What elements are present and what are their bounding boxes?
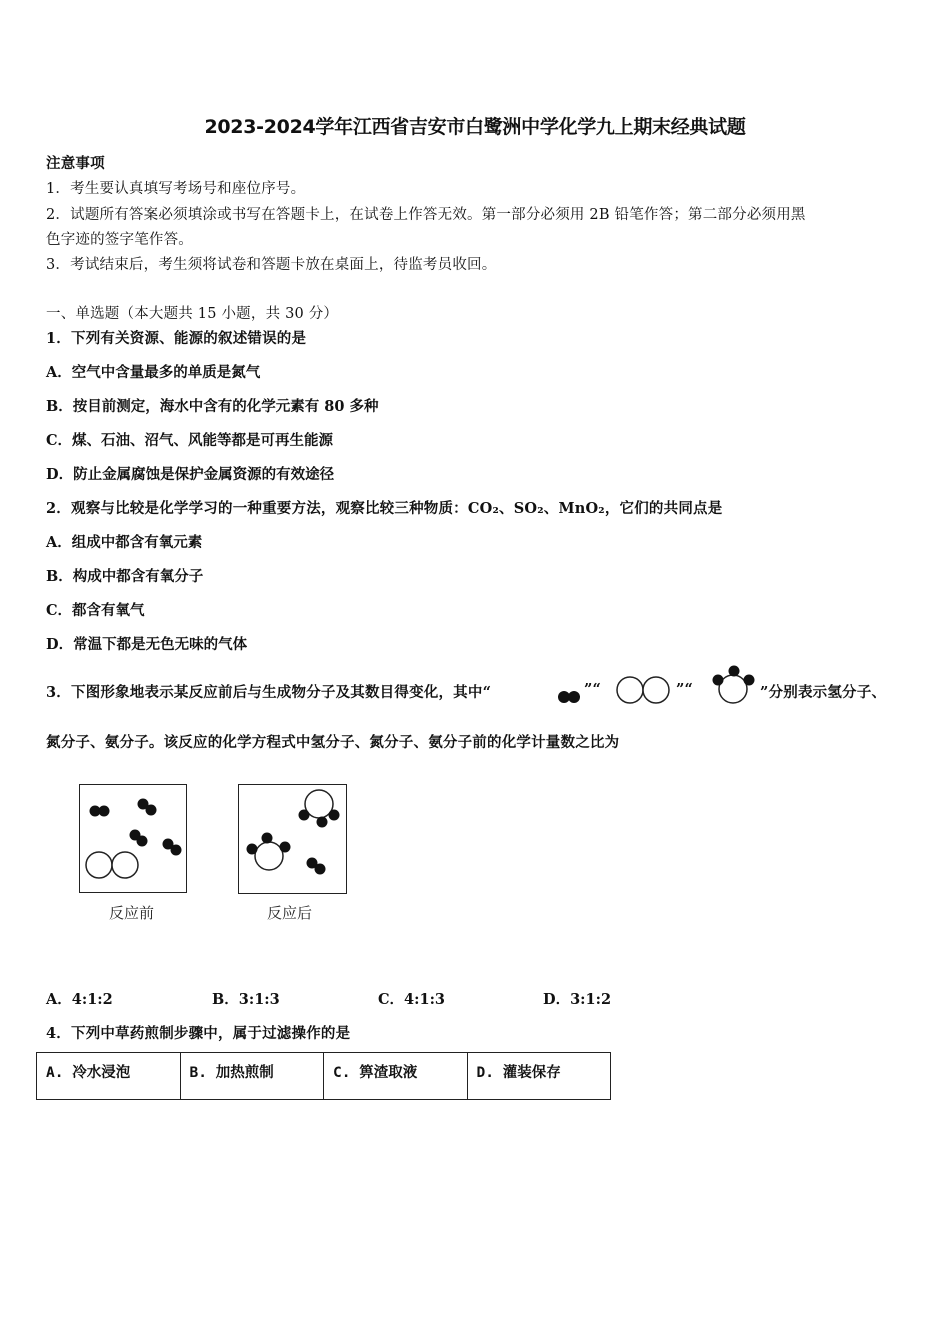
ammonia-molecule-icon [706,662,762,708]
reaction-after-molecules [238,784,347,894]
question-3-stem-part: ”“ [676,681,694,698]
question-3-option-c: C．4:1:3 [378,991,446,1008]
question-4-stem: 4．下列中草药煎制步骤中，属于过滤操作的是 [46,1025,351,1042]
reaction-before-molecules [79,784,187,893]
notice-item: 1．考生要认真填写考场号和座位序号。 [46,181,306,197]
nitrogen-molecule-icon [614,676,674,706]
question-2-option-c: C．都含有氧气 [46,602,145,619]
caption-after: 反应后 [267,904,313,922]
question-1-stem: 1．下列有关资源、能源的叙述错误的是 [46,330,307,347]
notice-item: 3．考试结束后，考生须将试卷和答题卡放在桌面上，待监考员收回。 [46,257,497,273]
notice-heading: 注意事项 [46,155,105,172]
question-3-option-d: D．3:1:2 [543,991,612,1008]
question-3-stem-line2: 氮分子、氨分子。该反应的化学方程式中氢分子、氮分子、氨分子前的化学计量数之比为 [46,734,620,751]
question-4-option-a: A. 冷水浸泡 [37,1053,181,1100]
question-3-option-a: A．4:1:2 [46,991,113,1008]
page-title: 2023-2024学年江西省吉安市白鹭洲中学化学九上期末经典试题 [204,116,746,138]
notice-item: 色字迹的签字笔作答。 [46,232,193,248]
question-1-option-c: C．煤、石油、沼气、风能等都是可再生能源 [46,432,334,449]
question-2-option-d: D．常温下都是无色无味的气体 [46,636,248,653]
section-heading: 一、单选题（本大题共 15 小题，共 30 分） [46,306,339,322]
caption-before: 反应前 [109,904,155,922]
question-4-options-table [36,1052,611,1100]
question-4-option-c: C. 箅渣取液 [324,1053,468,1100]
question-4-option-d: D. 灌装保存 [467,1053,611,1100]
question-4-option-b: B. 加热煎制 [180,1053,324,1100]
question-2-option-b: B．构成中都含有氧分子 [46,568,204,585]
hydrogen-molecule-icon [556,686,584,706]
question-3-stem-part: ”分别表示氢分子、 [760,684,887,701]
question-1-option-a: A．空气中含量最多的单质是氮气 [46,364,261,381]
question-1-option-b: B．按目前测定，海水中含有的化学元素有 80 多种 [46,398,379,415]
question-3-option-b: B．3:1:3 [212,991,280,1008]
notice-item: 2．试题所有答案必须填涂或书写在答题卡上，在试卷上作答无效。第一部分必须用 2B 铅笔作答；第二部分必须用黑 [46,207,806,223]
question-2-option-a: A．组成中都含有氧元素 [46,534,203,551]
question-3-stem-part: 3．下图形象地表示某反应前后与生成物分子及其数目得变化，其中“ [46,684,492,701]
question-3-stem-part: ”“ [584,681,602,698]
question-1-option-d: D．防止金属腐蚀是保护金属资源的有效途径 [46,466,335,483]
question-2-stem: 2．观察与比较是化学学习的一种重要方法，观察比较三种物质：CO₂、SO₂、MnO₂，它们的共同点是 [46,500,723,517]
